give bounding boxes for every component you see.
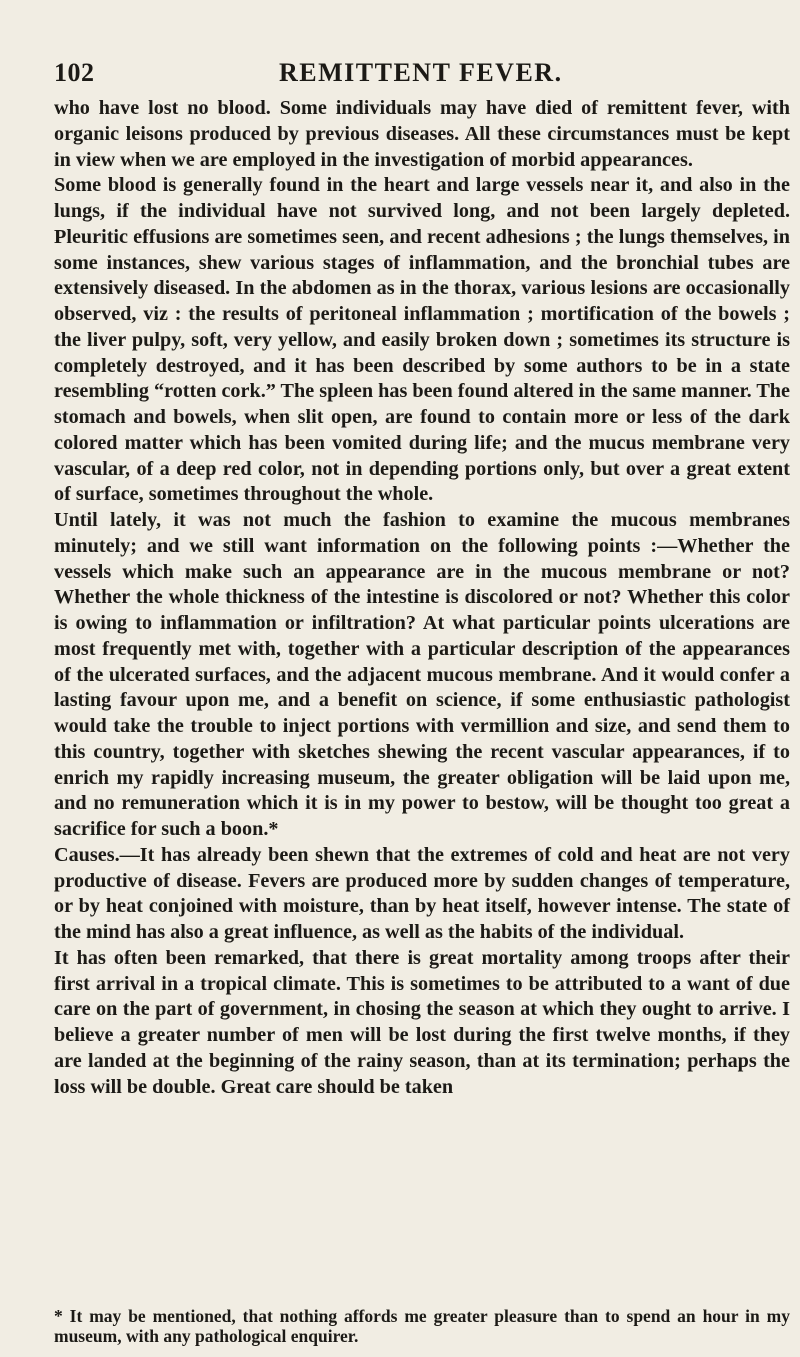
footnote [54,1306,790,1346]
footnote-text: * It may be mentioned, that nothing affords me greater pleasure than to spend an hour in my museum, with any pathological enquirer. [54,1306,790,1346]
paragraph-morbid-appearances: Some blood is generally found in the heart and large vessels near it, and also in the lungs, if the individual have not survived long, and not been largely depleted. Pleuritic effusions are sometimes seen, and recent adhesions ; the lungs themselves, in some instances, shew various stages of inflammation, and the bronchial tubes are extensively diseased. In the abdomen as in the thorax, various lesions are occasionally observed, viz : the results of peritoneal inflammation ; mortification of the bowels ; the liver pulpy, soft, very yellow, and easily broken down ; sometimes its structure is completely destroyed, and it has been described by some authors to be in a state resembling “rotten cork.” The spleen has been found altered in the same manner. The stomach and bowels, when slit open, are found to contain more or less of the dark colored matter which has been vomited during life; and the mucus membrane very vascular, of a deep red color, not in depending portions only, but over a great extent of surface, sometimes throughout the whole. [54,174,790,506]
running-title: REMITTENT FEVER. [279,58,563,87]
paragraph-troops-mortality: It has often been remarked, that there is great mortality among troops after their first arrival in a tropical climate. This is sometimes to be attributed to a want of due care on the part of government, in chosing the season at which they ought to arrive. I believe a greater number of men will be lost during the first twelve months, if they are landed at the beginning of the rainy season, than at its termination; perhaps the loss will be double. Great care should be taken [54,946,790,1098]
paragraph-mucous-membranes: Until lately, it was not much the fashion to examine the mucous membranes minutely; and we still want information on the following points :—Whether the vessels which make such an appearance are in the mucous membrane or not? Whether the whole thickness of the intestine is discolored or not? Whether this color is owing to inflammation or infiltration? At what particular points ulcerations are most frequently met with, together with a particular description of the appearances of the ulcerated surfaces, and the adjacent mucous membrane. And it would confer a lasting favour upon me, and a benefit on science, if some enthusiastic pathologist would take the trouble to inject portions with vermillion and size, and send them to this country, together with sketches shewing the recent vascular appearances, if to enrich my rapidly increasing museum, the greater obligation will be laid upon me, and no remuneration which it is in my power to bestow, will be thought too great a sacrifice for such a boon.* [54,509,790,840]
paragraph-causes: Causes.—It has already been shewn that the extremes of cold and heat are not very productive of disease. Fevers are produced more by sudden changes of temperature, or by heat conjoined with moisture, than by heat itself, however intense. The state of the mind has also a great influence, as well as the habits of the individual. [54,843,790,943]
page-number: 102 [54,58,95,87]
body-text [54,96,790,1100]
paragraph-continuation: who have lost no blood. Some individuals may have died of remittent fever, with organic leisons produced by previous diseases. All these circumstances must be kept in view when we are employed in the investigation of morbid appearances. [54,97,790,171]
running-head [54,58,790,92]
